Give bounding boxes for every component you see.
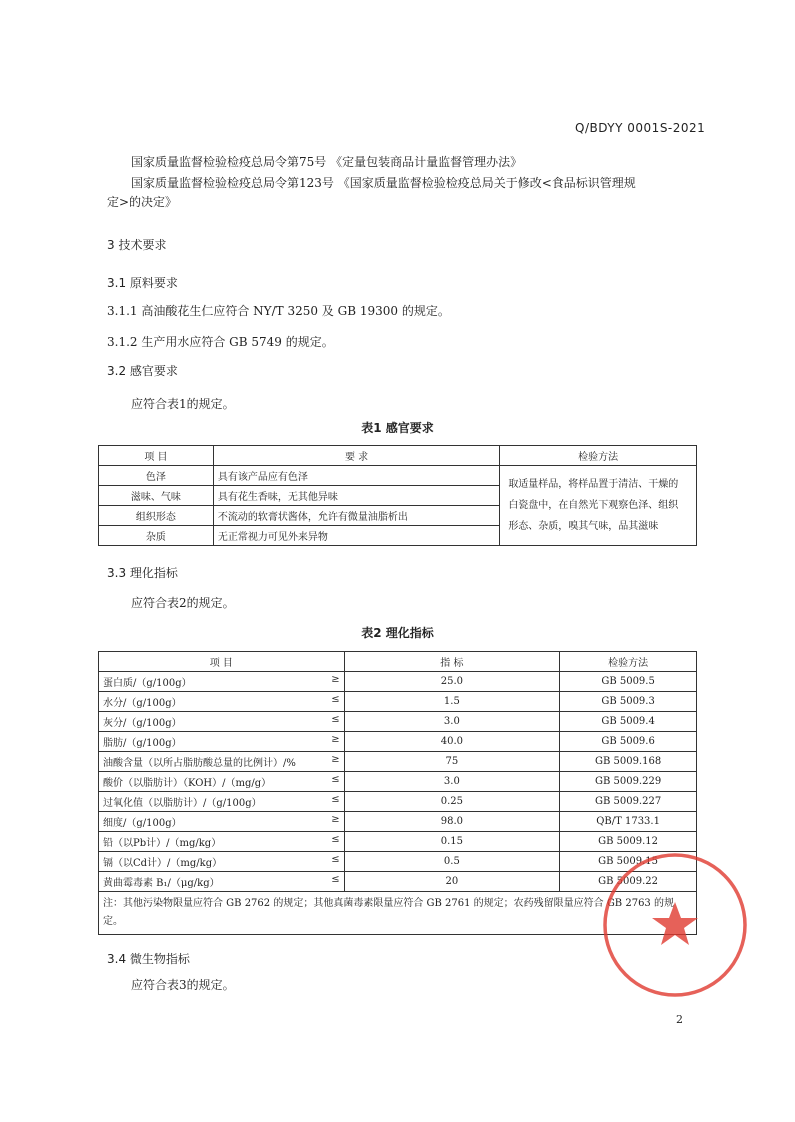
table-header-row [99,652,697,672]
document-code: Q/BDYY 0001S-2021 [575,121,706,135]
item-cell [99,872,345,892]
item-cell [99,712,345,732]
section-3-2-heading: 3.2 感官要求 [107,364,178,378]
column-header: 要 求 [213,446,499,466]
item-cell [99,672,345,692]
table-row [99,792,697,812]
item-cell [99,832,345,852]
method-cell: GB 5009.168 [560,752,697,772]
company-seal-stamp [600,850,750,1000]
item-cell [99,812,345,832]
section-3-4-text: 应符合表3的规定。 [131,978,235,992]
comparison-operator: ≥ [331,754,340,765]
value-cell: 0.25 [344,792,560,812]
section-3-2-text: 应符合表1的规定。 [131,397,235,411]
value-cell: 25.0 [344,672,560,692]
item-cell: 组织形态 [99,506,214,526]
value-cell: 3.0 [344,712,560,732]
item-name: 细度/（g/100g） [103,818,182,829]
method-cell: GB 5009.22 [560,872,697,892]
seal-star-icon [652,902,698,945]
column-header: 指 标 [344,652,560,672]
section-3-3-text: 应符合表2的规定。 [131,596,235,610]
comparison-operator: ≤ [331,834,340,845]
item-cell: 滋味、气味 [99,486,214,506]
value-cell: 0.15 [344,832,560,852]
column-header: 检验方法 [500,446,697,466]
table-header-row [99,446,697,466]
section-3-3-heading: 3.3 理化指标 [107,566,178,580]
item-name: 脂肪/（g/100g） [103,738,182,749]
method-cell: GB 5009.227 [560,792,697,812]
comparison-operator: ≥ [331,814,340,825]
section-3-4-heading: 3.4 微生物指标 [107,952,190,966]
item-name: 黄曲霉毒素 B₁/（μg/kg） [103,878,220,889]
method-cell: QB/T 1733.1 [560,812,697,832]
item-name: 酸价（以脂肪计）（KOH）/（mg/g） [103,778,272,789]
item-name: 水分/（g/100g） [103,698,182,709]
reference-line-3: 定>的决定》 [107,195,178,209]
table1-caption: 表1 感官要求 [361,421,434,435]
item-cell [99,792,345,812]
item-cell: 色泽 [99,466,214,486]
value-cell: 3.0 [344,772,560,792]
table-row [99,692,697,712]
table-row [99,466,697,486]
comparison-operator: ≥ [331,674,340,685]
sensory-requirements-table [98,445,697,546]
table2-caption: 表2 理化指标 [361,626,434,640]
value-cell: 1.5 [344,692,560,712]
item-name: 过氧化值（以脂肪计）/（g/100g） [103,798,262,809]
method-cell: GB 5009.5 [560,672,697,692]
clause-3-1-1: 3.1.1 高油酸花生仁应符合 NY/T 3250 及 GB 19300 的规定。 [107,304,450,318]
requirement-cell: 不流动的软膏状酱体，允许有微量油脂析出 [213,506,499,526]
item-cell [99,752,345,772]
clause-3-1-2: 3.1.2 生产用水应符合 GB 5749 的规定。 [107,335,334,349]
method-cell: GB 5009.6 [560,732,697,752]
requirement-cell: 无正常视力可见外来异物 [213,526,499,546]
method-cell: GB 5009.15 [560,852,697,872]
item-name: 铅（以Pb计）/（mg/kg） [103,838,222,849]
item-cell: 杂质 [99,526,214,546]
method-cell: GB 5009.12 [560,832,697,852]
section-3-1-heading: 3.1 原料要求 [107,276,178,290]
value-cell: 20 [344,872,560,892]
section-3-heading: 3 技术要求 [107,238,167,252]
comparison-operator: ≤ [331,714,340,725]
item-name: 镉（以Cd计）/（mg/kg） [103,858,223,869]
comparison-operator: ≤ [331,854,340,865]
method-cell: 取适量样品，将样品置于清洁、干燥的白瓷盘中，在自然光下观察色泽、组织形态、杂质，嗅其气味，品其滋味 [500,466,697,546]
column-header: 项 目 [99,446,214,466]
reference-line-1: 国家质量监督检验检疫总局令第75号 《定量包装商品计量监督管理办法》 [131,155,523,169]
item-cell [99,852,345,872]
page-number: 2 [676,1013,683,1026]
comparison-operator: ≤ [331,874,340,885]
item-name: 蛋白质/（g/100g） [103,678,192,689]
comparison-operator: ≤ [331,794,340,805]
table-row [99,832,697,852]
table-row [99,752,697,772]
item-cell [99,732,345,752]
method-cell: GB 5009.229 [560,772,697,792]
table-row [99,732,697,752]
table-row [99,812,697,832]
method-cell: GB 5009.3 [560,692,697,712]
value-cell: 40.0 [344,732,560,752]
value-cell: 98.0 [344,812,560,832]
item-cell [99,772,345,792]
requirement-cell: 具有花生香味，无其他异味 [213,486,499,506]
comparison-operator: ≤ [331,694,340,705]
table-row [99,672,697,692]
item-name: 灰分/（g/100g） [103,718,182,729]
requirement-cell: 具有该产品应有色泽 [213,466,499,486]
value-cell: 0.5 [344,852,560,872]
column-header: 检验方法 [560,652,697,672]
item-name: 油酸含量（以所占脂肪酸总量的比例计）/% [103,758,296,769]
table-row [99,772,697,792]
comparison-operator: ≥ [331,734,340,745]
comparison-operator: ≤ [331,774,340,785]
reference-line-2: 国家质量监督检验检疫总局令第123号 《国家质量监督检验检疫总局关于修改<食品标识管理规 [131,176,636,190]
item-cell [99,692,345,712]
method-cell: GB 5009.4 [560,712,697,732]
table-note: 注：其他污染物限量应符合 GB 2762 的规定；其他真菌毒素限量应符合 GB 2761 的规定；农药残留限量应符合 GB 2763 的规定。 [99,892,697,935]
table-row [99,712,697,732]
value-cell: 75 [344,752,560,772]
column-header: 项 目 [99,652,345,672]
